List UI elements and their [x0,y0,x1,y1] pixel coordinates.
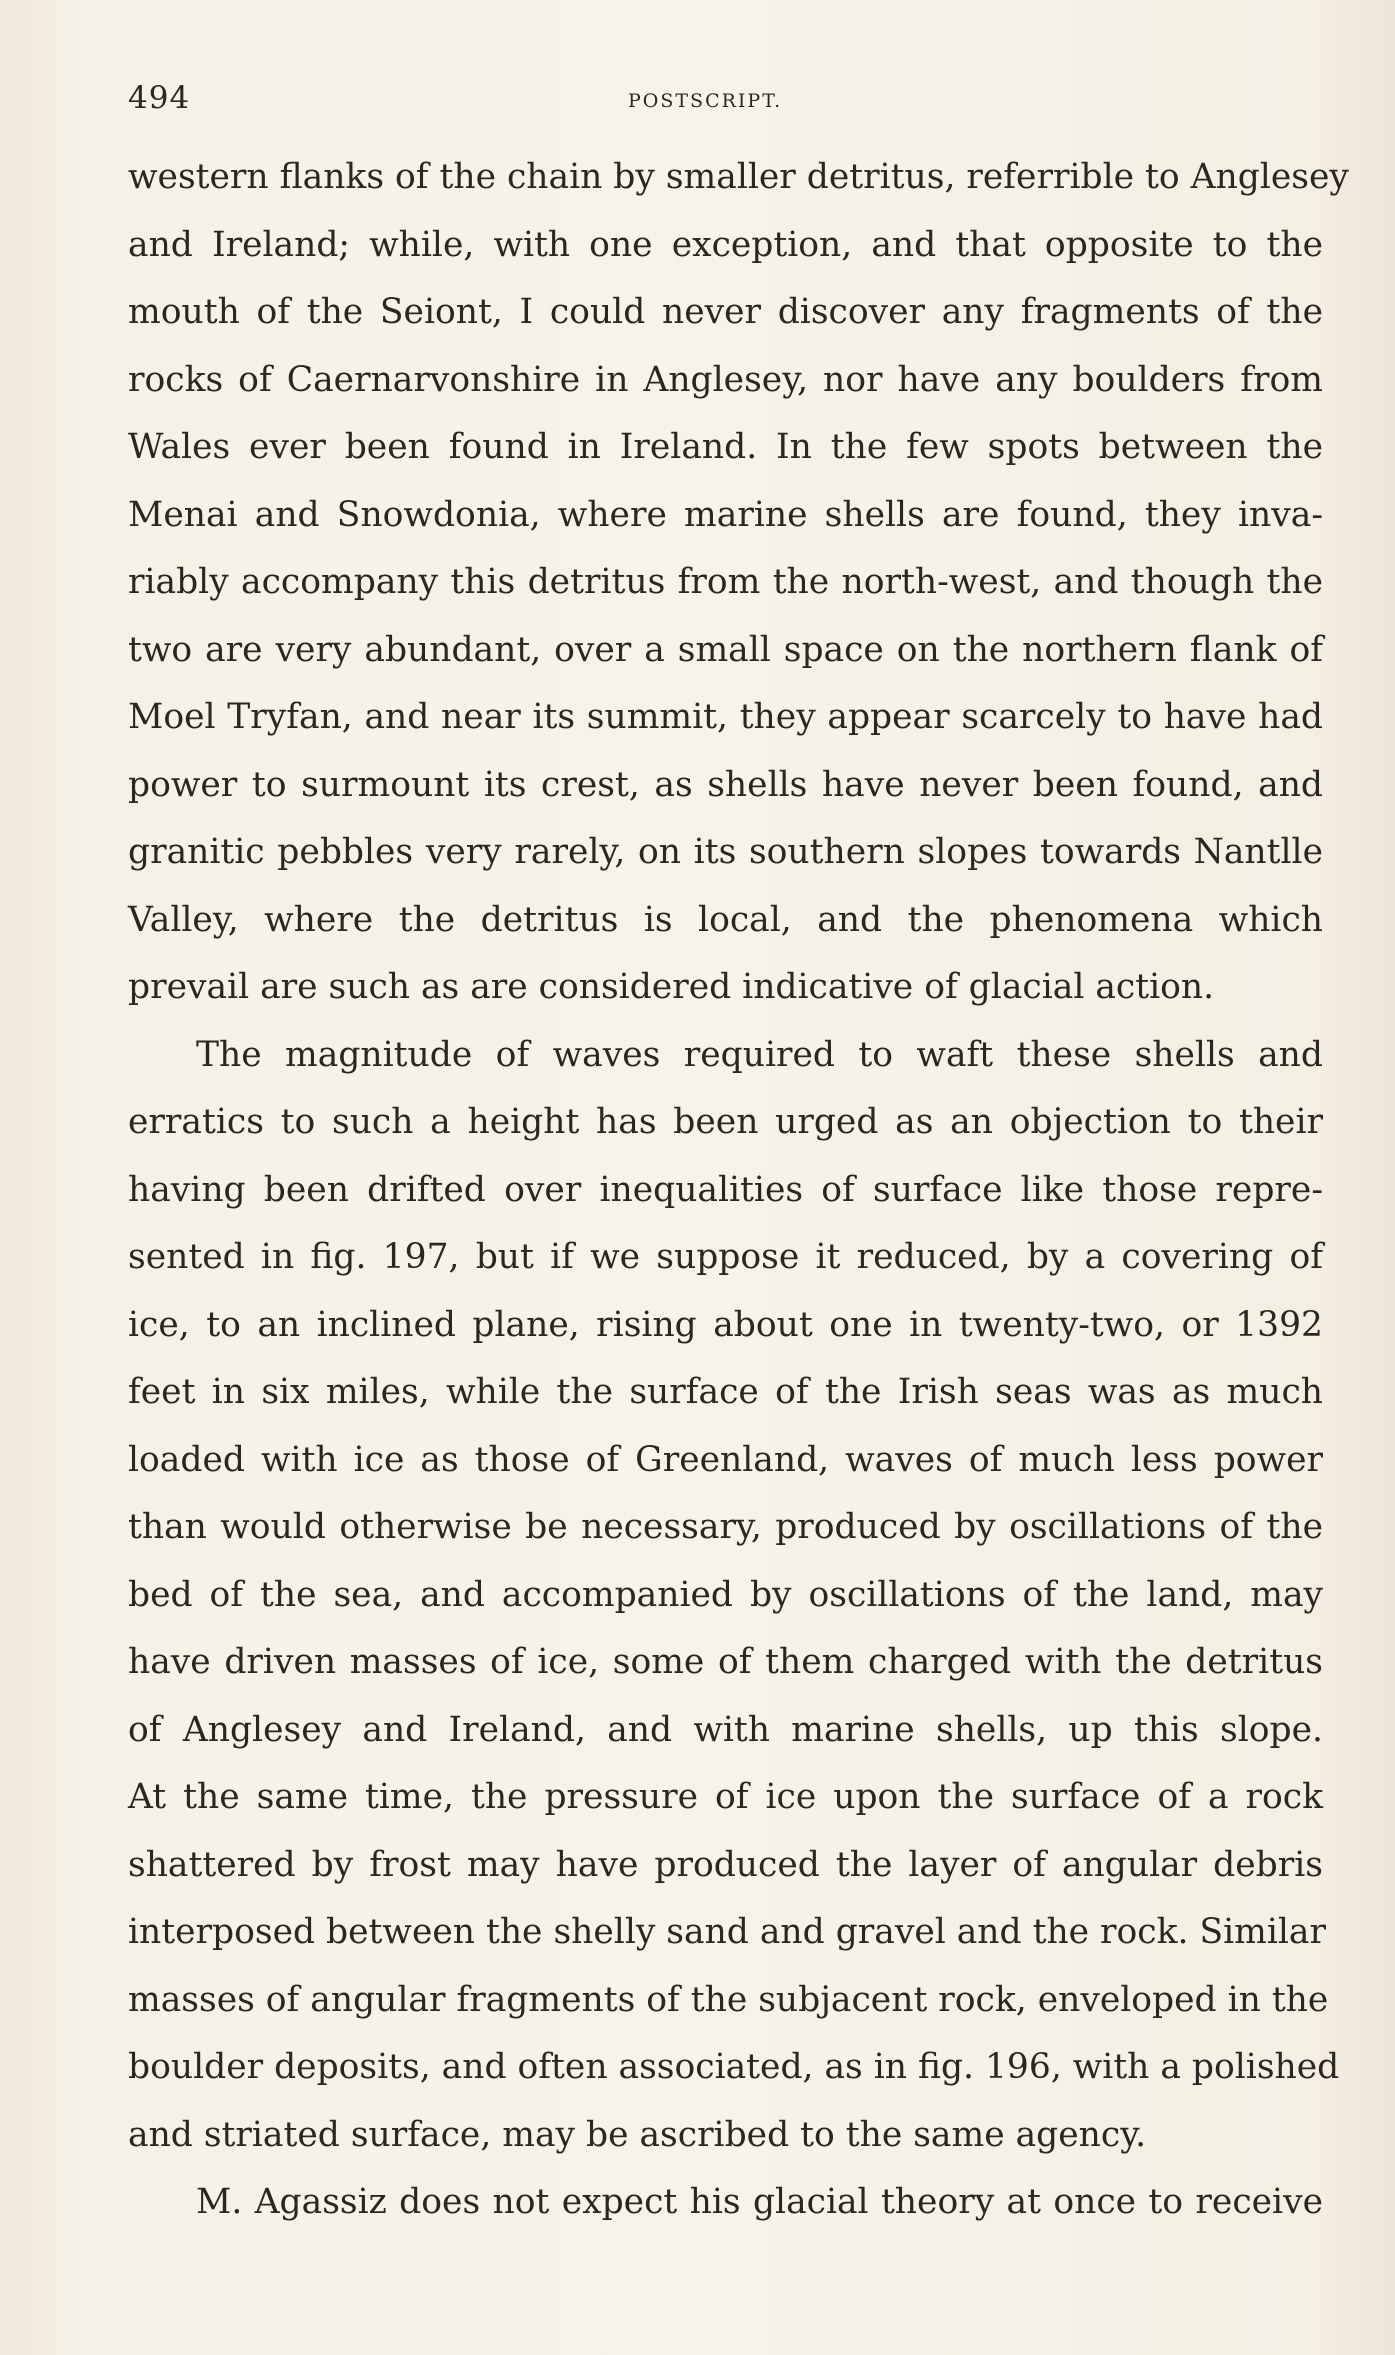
text-line: Wales ever been found in Ireland. In the few spots between the [128,427,1323,467]
text-line: feet in six miles, while the surface of the Irish seas was as much [128,1372,1323,1412]
text-line: riably accompany this detritus from the north-west, and though the [128,562,1323,602]
text-line: western flanks of the chain by smaller detritus, referrible to Anglesey [128,157,1349,197]
running-head [128,80,1328,120]
text-line: At the same time, the pressure of ice upon the surface of a rock [128,1777,1323,1817]
running-title: POSTSCRIPT. [628,90,783,112]
text-line: interposed between the shelly sand and gravel and the rock. Similar [128,1912,1326,1952]
text-line: two are very abundant, over a small space on the northern flank of [128,629,1323,670]
text-line: Moel Tryfan, and near its summit, they appear scarcely to have had [128,697,1323,737]
text-line: boulder deposits, and often associated, as in fig. 196, with a polished [128,2047,1340,2087]
text-line: rocks of Caernarvonshire in Anglesey, nor have any boulders from [128,359,1323,400]
paragraph-start-line: M. Agassiz does not expect his glacial theory at once to receive [196,2182,1323,2222]
text-line: bed of the sea, and accompanied by oscillations of the land, may [128,1574,1323,1615]
paragraph-end-line: and striated surface, may be ascribed to the same agency. [128,2114,1147,2155]
text-line: Valley, where the detritus is local, and the phenomena which [128,899,1323,940]
text-line: and Ireland; while, with one exception, and that opposite to the [128,224,1323,265]
text-line: erratics to such a height has been urged as an objection to their [128,1102,1323,1142]
body-text [128,144,1349,2237]
text-line: shattered by frost may have produced the layer of angular debris [128,1844,1323,1885]
text-line: power to surmount its crest, as shells have never been found, and [128,764,1323,805]
text-line: of Anglesey and Ireland, and with marine shells, up this slope. [128,1709,1323,1750]
text-line: mouth of the Seiont, I could never discover any fragments of the [128,292,1323,332]
paragraph-end-line: prevail are such as are considered indicative of glacial action. [128,967,1215,1007]
page-number: 494 [128,80,191,116]
text-line: granitic pebbles very rarely, on its southern slopes towards Nantlle [128,832,1323,872]
paragraph-start-line: The magnitude of waves required to waft these shells and [196,1034,1323,1075]
text-line: loaded with ice as those of Greenland, waves of much less power [128,1439,1323,1480]
text-line: have driven masses of ice, some of them charged with the detritus [128,1642,1323,1682]
text-line: than would otherwise be necessary, produced by oscillations of the [128,1507,1323,1547]
text-line: ice, to an inclined plane, rising about one in twenty-two, or 1392 [128,1304,1323,1345]
text-line: sented in fig. 197, but if we suppose it reduced, by a covering of [128,1237,1323,1277]
text-line: masses of angular fragments of the subjacent rock, enveloped in the [128,1979,1329,2020]
text-line: having been drifted over inequalities of surface like those repre- [128,1169,1323,1210]
text-line: Menai and Snowdonia, where marine shells are found, they inva- [128,494,1323,535]
